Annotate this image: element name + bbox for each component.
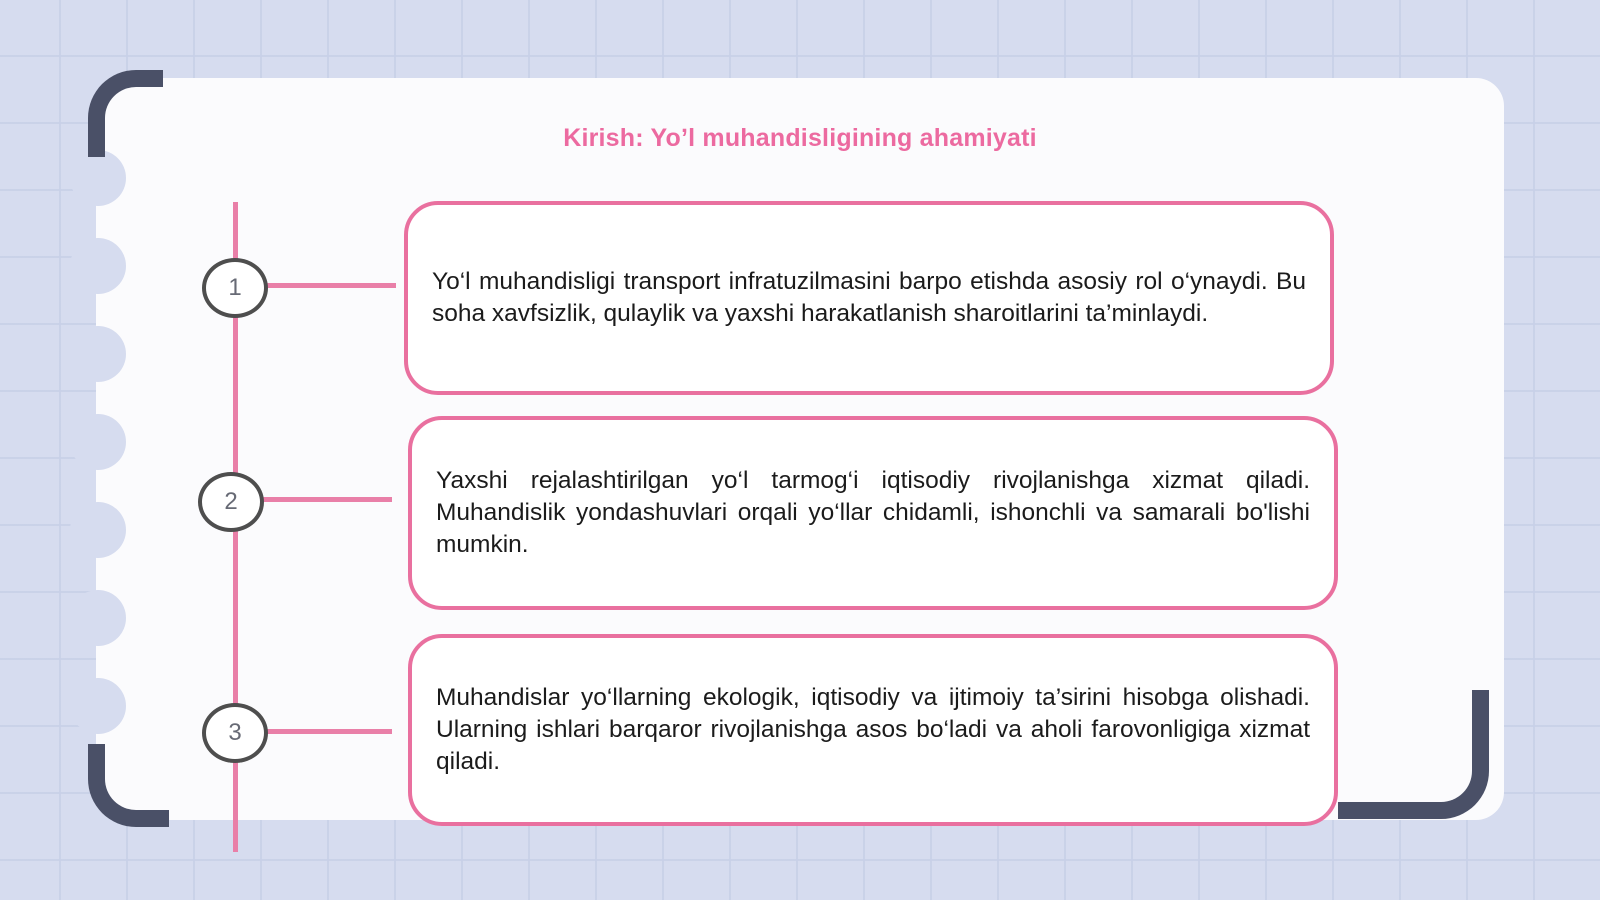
- timeline-connector-1: [266, 283, 396, 288]
- paper-edge-notch: [70, 678, 126, 734]
- timeline-card-text: Yo‘l muhandisligi transport infratuzilmasini barpo etishda asosiy rol o‘ynaydi. Bu soha xavfsizlik, qulaylik va yaxshi harakatlanish sharoitlarini ta’minlaydi.: [432, 268, 1306, 327]
- timeline-marker-2: 2: [198, 472, 264, 532]
- paper-edge-notch: [70, 502, 126, 558]
- timeline-card-2: [408, 416, 1338, 610]
- timeline-connector-2: [262, 497, 392, 502]
- timeline-card-text: Muhandislar yo‘llarning ekologik, iqtisodiy va ijtimoiy ta’sirini hisobga olishadi. Ularning ishlari barqaror rivojlanishga asos bo‘ladi va aholi farovonligiga xizmat qiladi.: [436, 684, 1310, 775]
- timeline-marker-1: 1: [202, 258, 268, 318]
- paper-edge-notch: [70, 150, 126, 206]
- timeline-connector-3: [266, 729, 392, 734]
- paper-edge-notch: [70, 590, 126, 646]
- slide-title: Kirish: Yoʼl muhandisligining ahamiyati: [563, 124, 1037, 152]
- timeline-marker-3: 3: [202, 703, 268, 763]
- paper-edge-notch: [70, 326, 126, 382]
- timeline-card-3: [408, 634, 1338, 826]
- paper-edge-notch: [70, 238, 126, 294]
- frame-corner-bottom-right: [1338, 690, 1489, 819]
- timeline-card-text: Yaxshi rejalashtirilgan yo‘l tarmog‘i iqtisodiy rivojlanishga xizmat qiladi. Muhandislik yondashuvlari orqali yo‘llar chidamli, ishonchli va samarali bo'lishi mumkin.: [436, 467, 1310, 558]
- frame-corner-bottom-left: [88, 744, 169, 827]
- paper-edge-notch: [70, 414, 126, 470]
- timeline-card-1: [404, 201, 1334, 395]
